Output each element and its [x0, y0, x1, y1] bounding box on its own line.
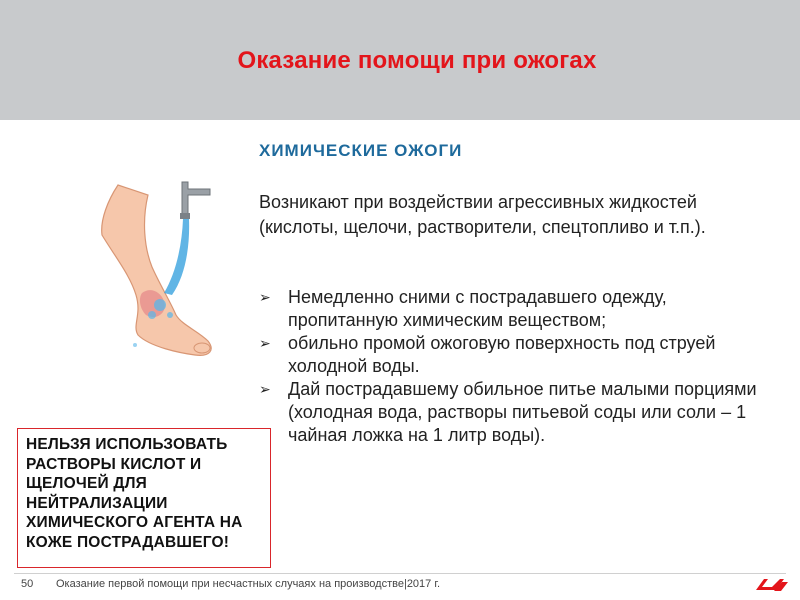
- list-item-text: обильно промой ожоговую поверхность под струей холодной воды.: [288, 333, 716, 376]
- section-title: ХИМИЧЕСКИЕ ОЖОГИ: [259, 141, 463, 160]
- leg-water-illustration: [90, 175, 240, 385]
- list-item: [259, 286, 779, 332]
- footer-divider: [14, 573, 786, 574]
- warning-text: НЕЛЬЗЯ ИСПОЛЬЗОВАТЬ РАСТВОРЫ КИСЛОТ И ЩЕЛОЧЕЙ ДЛЯ НЕЙТРАЛИЗАЦИИ ХИМИЧЕСКОГО АГЕНТА НА КОЖЕ ПОСТРАДАВШЕГО!: [26, 436, 243, 551]
- page-number: 50: [21, 578, 34, 590]
- faucet-icon: [182, 182, 210, 215]
- list-item: [259, 378, 779, 447]
- water-stream: [164, 219, 189, 295]
- intro-paragraph: Возникают при воздействии агрессивных жидкостей (кислоты, щелочи, растворители, спецтопливо и т.п.).: [259, 192, 706, 237]
- leg-shape: [102, 185, 211, 355]
- list-item-text: Дай пострадавшему обильное питье малыми порциями (холодная вода, растворы питьевой соды или соли – 1 чайная ложка на 1 литр воды).: [288, 379, 757, 445]
- arrow-bullet-icon: ➢: [259, 381, 271, 397]
- list-item-text: Немедленно сними с пострадавшего одежду, пропитанную химическим веществом;: [288, 287, 667, 330]
- arrow-bullet-icon: ➢: [259, 289, 271, 305]
- footer-text: Оказание первой помощи при несчастных случаях на производстве|2017 г.: [56, 578, 441, 590]
- page-title: Оказание помощи при ожогах: [237, 47, 597, 74]
- arrow-bullet-icon: ➢: [259, 335, 271, 351]
- warning-box: [17, 428, 271, 568]
- rzd-logo-icon: [752, 574, 792, 596]
- header-bar: [0, 0, 800, 120]
- list-item: [259, 332, 779, 378]
- instruction-list: [259, 286, 779, 447]
